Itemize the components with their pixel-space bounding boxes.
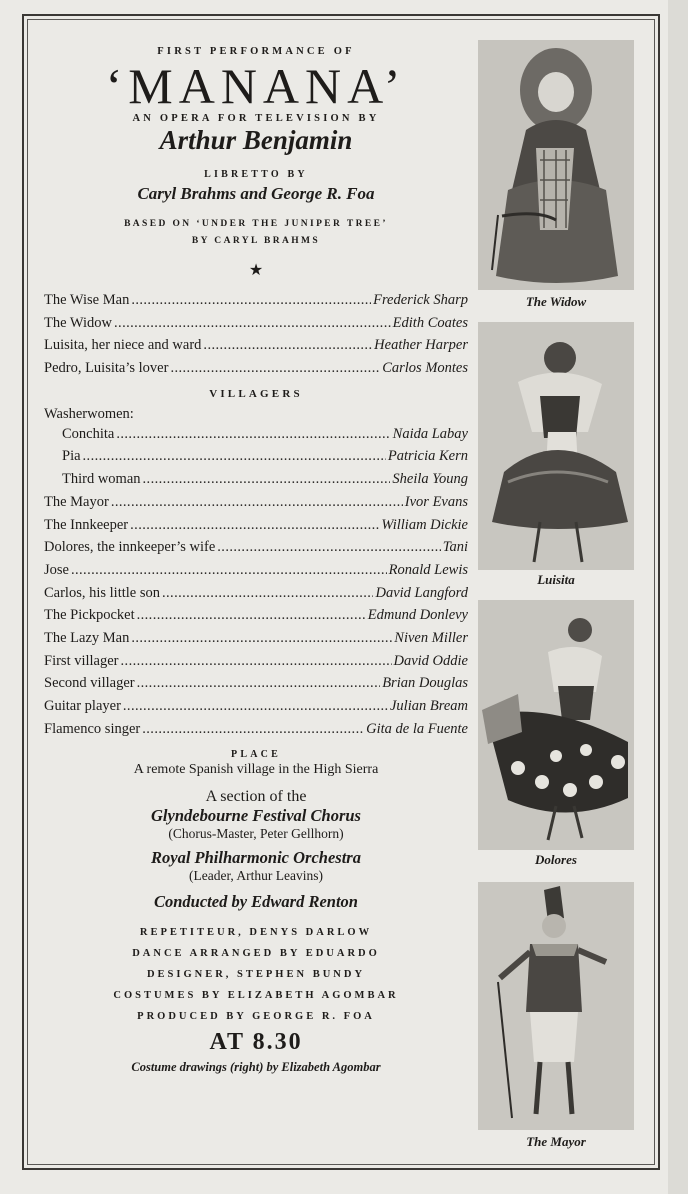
role-name: Guitar player xyxy=(44,698,121,714)
cast-row xyxy=(44,426,468,449)
performer-name: William Dickie xyxy=(381,516,468,533)
cast-list xyxy=(44,292,468,743)
performer-name: Patricia Kern xyxy=(387,448,468,465)
dot-leader xyxy=(123,698,388,715)
dot-leader xyxy=(116,426,390,443)
cast-row xyxy=(44,517,468,540)
role-name: Carlos, his little son xyxy=(44,584,160,601)
role-name: Flamenco singer xyxy=(44,720,141,737)
place-heading: PLACE xyxy=(231,749,281,761)
mayor-drawing xyxy=(478,882,634,1130)
cast-row xyxy=(44,337,468,360)
opera-subtitle: AN OPERA FOR TELEVISION BY xyxy=(132,113,380,124)
cast-row xyxy=(44,562,468,585)
libretto-by-label: LIBRETTO BY xyxy=(204,169,308,180)
based-on-line-2: BY CARYL BRAHMS xyxy=(191,236,321,246)
orchestra-name: Royal Philharmonic Orchestra xyxy=(151,848,361,868)
dot-leader xyxy=(131,292,371,309)
dot-leader xyxy=(203,337,372,354)
role-name: The Lazy Man xyxy=(44,629,130,646)
cast-row xyxy=(44,292,468,315)
credit-line: COSTUMES BY ELIZABETH AGOMBAR xyxy=(113,990,399,1002)
dot-leader xyxy=(83,448,386,465)
widow-caption: The Widow xyxy=(525,294,587,309)
cast-row xyxy=(44,315,468,338)
programme-text xyxy=(44,40,468,1075)
cast-row xyxy=(44,471,468,494)
cast-row xyxy=(44,653,468,676)
role-name: Dolores, the innkeeper’s wife xyxy=(44,539,216,556)
dot-leader xyxy=(114,315,391,332)
role-name: Second villager xyxy=(44,675,135,692)
cast-row xyxy=(44,539,468,562)
cast-row xyxy=(44,698,468,721)
credit-line: DESIGNER, STEPHEN BUNDY xyxy=(146,969,366,981)
credit-line: DANCE ARRANGED BY EDUARDO xyxy=(132,948,380,960)
star-ornament: ★ xyxy=(248,262,264,279)
performer-name: Sheila Young xyxy=(392,471,468,488)
performer-name: Niven Miller xyxy=(394,629,468,646)
dot-leader xyxy=(71,562,387,579)
cast-row xyxy=(44,675,468,698)
dot-leader xyxy=(137,607,366,624)
luisita-caption: Luisita xyxy=(537,572,575,587)
role-name: The Pickpocket xyxy=(44,607,135,624)
section-of-line: A section of the xyxy=(205,788,307,806)
credit-line: PRODUCED BY GEORGE R. FOA xyxy=(137,1011,375,1023)
chorus-master: (Chorus-Master, Peter Gellhorn) xyxy=(168,826,344,842)
cast-row xyxy=(44,630,468,653)
dolores-drawing xyxy=(478,600,634,850)
cast-row xyxy=(44,494,468,517)
role-name: First villager xyxy=(44,652,119,669)
dot-leader xyxy=(142,721,364,738)
cast-row xyxy=(44,585,468,608)
performer-name: Julian Bream xyxy=(390,698,468,714)
conductor-line: Conducted by Edward Renton xyxy=(154,892,358,912)
orchestra-leader: (Leader, Arthur Leavins) xyxy=(188,868,324,884)
luisita-drawing xyxy=(478,322,634,570)
credit-line: REPETITEUR, DENYS DARLOW xyxy=(139,927,373,939)
performer-name: Edmund Donlevy xyxy=(367,607,468,624)
role-name: The Wise Man xyxy=(44,292,130,308)
performer-name: Ivor Evans xyxy=(404,493,468,510)
villagers-heading: VILLAGERS xyxy=(209,387,303,400)
mayor-caption: The Mayor xyxy=(526,1134,586,1149)
role-name: Third woman xyxy=(62,471,141,488)
performer-name: Brian Douglas xyxy=(382,675,468,692)
dot-leader xyxy=(170,360,380,377)
performer-name: Naida Labay xyxy=(392,425,468,442)
dot-leader xyxy=(121,653,392,670)
dot-leader xyxy=(217,539,440,556)
dot-leader xyxy=(143,471,391,488)
cast-row xyxy=(44,607,468,630)
dot-leader xyxy=(162,585,373,602)
librettists: Caryl Brahms and George R. Foa xyxy=(137,184,375,203)
dot-leader xyxy=(130,517,379,534)
performer-name: David Langford xyxy=(375,584,468,601)
dot-leader xyxy=(111,494,403,511)
performer-name: Frederick Sharp xyxy=(373,292,468,308)
performer-name: David Oddie xyxy=(393,652,468,669)
costume-credit-note: Costume drawings (right) by Elizabeth Agombar xyxy=(131,1060,381,1075)
composer-name: Arthur Benjamin xyxy=(159,125,353,155)
broadcast-time: AT 8.30 xyxy=(209,1029,303,1056)
first-performance-line: FIRST PERFORMANCE OF xyxy=(157,46,355,57)
role-name: Pedro, Luisita’s lover xyxy=(44,360,169,377)
cast-row xyxy=(44,721,468,744)
role-name: Jose xyxy=(44,561,69,578)
cast-row xyxy=(44,448,468,471)
role-name: The Mayor xyxy=(44,493,109,510)
performer-name: Gita de la Fuente xyxy=(366,720,468,737)
dolores-caption: Dolores xyxy=(535,852,577,867)
performer-name: Edith Coates xyxy=(392,314,468,331)
adjacent-page-edge xyxy=(668,0,688,1194)
credits-list xyxy=(44,922,468,1027)
place-text: A remote Spanish village in the High Sierra xyxy=(133,762,379,778)
performer-name: Ronald Lewis xyxy=(388,561,468,578)
performer-name: Tani xyxy=(442,539,468,556)
performer-name: Carlos Montes xyxy=(382,360,468,377)
based-on-line-1: BASED ON ‘UNDER THE JUNIPER TREE’ xyxy=(124,219,388,229)
dot-leader xyxy=(137,675,381,692)
role-name: Pia xyxy=(62,448,81,465)
role-name: Luisita, her niece and ward xyxy=(44,337,202,354)
washerwomen-label: Washerwomen: xyxy=(44,405,134,422)
dot-leader xyxy=(131,630,392,647)
role-name: Conchita xyxy=(62,425,115,442)
opera-title: ‘MANANA’ xyxy=(105,58,407,114)
cast-row xyxy=(44,360,468,383)
role-name: The Widow xyxy=(44,314,113,331)
role-name: The Innkeeper xyxy=(44,516,129,533)
widow-drawing xyxy=(478,40,634,290)
performer-name: Heather Harper xyxy=(374,337,468,354)
chorus-name: Glyndebourne Festival Chorus xyxy=(151,806,361,826)
